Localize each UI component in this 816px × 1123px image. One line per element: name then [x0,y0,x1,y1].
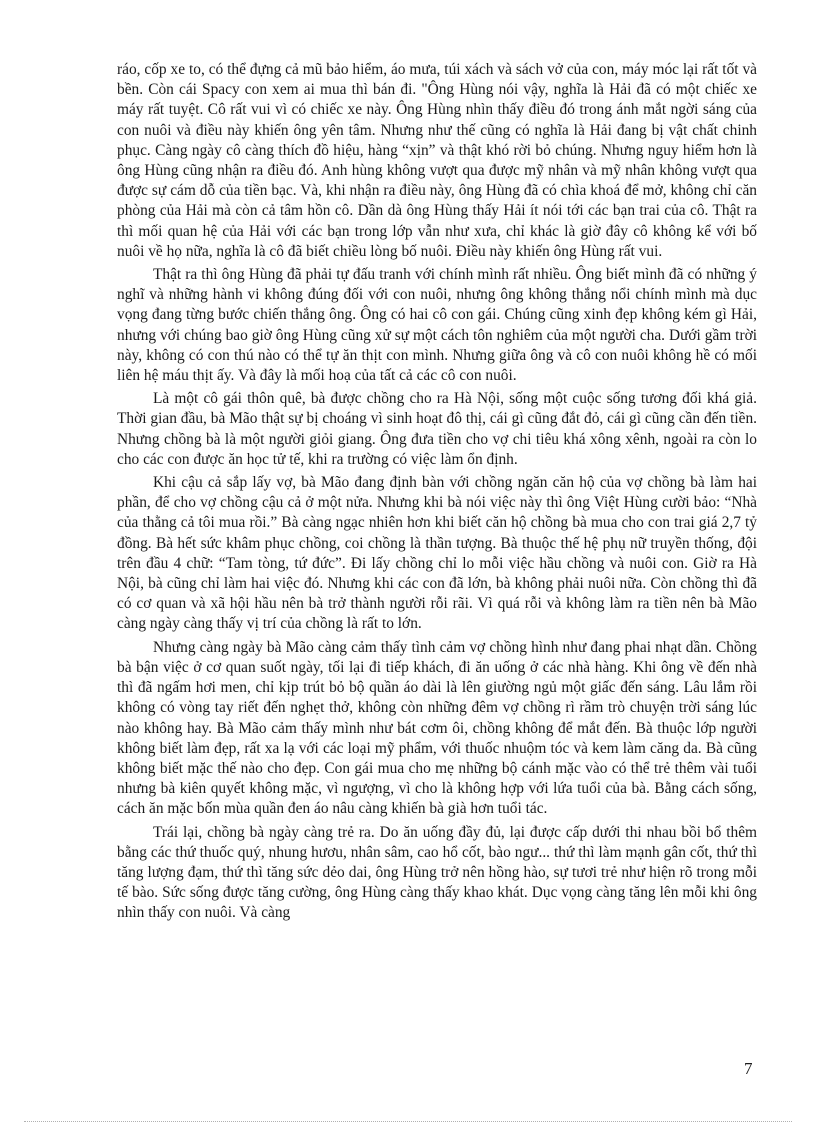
paragraph-6: Trái lại, chồng bà ngày càng trẻ ra. Do ăn uống đầy đủ, lại được cấp dưới thi nhau bồi bổ thêm bằng các thứ thuốc quý, nhung hươu, nhân sâm, cao hổ cốt, bào ngư... thứ thì làm mạnh gân cốt, thứ thì tăng lượng đạm, thứ thì tăng sức dẻo dai, ông Hùng trở nên hồng hào, sự tươi trẻ như hiện rõ trong mỗi tế bào. Sức sống được tăng cường, ông Hùng càng thấy khao khát. Dục vọng càng tăng lên mỗi khi ông nhìn thấy con nuôi. Và càng [117,823,757,922]
paragraph-5: Nhưng càng ngày bà Mão càng cảm thấy tình cảm vợ chồng hình như đang phai nhạt dần. Chồng bà bận việc ở cơ quan suốt ngày, tối lại đi tiếp khách, đi ăn uống ở các nhà hàng. Khi ông về đến nhà thì đã ngấm hơi men, chỉ kịp trút bỏ bộ quần áo dài là lên giường ngủ một giấc đến sáng. Lâu lắm rồi không có vòng tay riết đến nghẹt thở, không còn những đêm vợ chồng rì rầm trò chuyện trời sáng lúc nào không hay. Bà Mão cảm thấy mình như bát cơm ôi, chồng không để mắt đến. Bà thuộc lớp người không biết làm đẹp, rất xa lạ với các loại mỹ phẩm, với thuốc nhuộm tóc và kem làm căng da. Bà cũng không biết mặc thế nào cho đẹp. Con gái mua cho mẹ những bộ cánh mặc vào có thể trẻ thêm vài tuổi nhưng bà kiên quyết không mặc, vì ngượng, vì cho là không hợp với lứa tuổi của bà. Bằng cách sống, cách ăn mặc bốn mùa quần đen áo nâu càng khiến bà già hơn tuổi tác. [117,638,757,818]
page-number: 7 [744,1059,753,1078]
paragraph-4: Khi cậu cả sắp lấy vợ, bà Mão đang định bàn với chồng ngăn căn hộ của vợ chồng bà làm hai phần, để cho vợ chồng cậu cả ở một nửa. Nhưng khi bà nói việc này thì ông Việt Hùng cười bảo: “Nhà của thằng cả tôi mua rồi.” Bà càng ngạc nhiên hơn khi biết căn hộ chồng bà mua cho con trai giá 2,7 tỷ đồng. Bà hết sức khâm phục chồng, coi chồng là thần tượng. Bà thuộc thế hệ phụ nữ truyền thống, đội trên đầu 4 chữ: “Tam tòng, tứ đức”. Đi lấy chồng chỉ lo mỗi việc hầu chồng và nuôi con. Giờ ra Hà Nội, bà cũng chỉ làm hai việc đó. Nhưng khi các con đã lớn, bà không phải nuôi nữa. Còn chồng thì đã có cơ quan và xã hội hầu nên bà trở thành người rỗi rãi. Vì quá rỗi và không làm ra tiền nên bà Mão càng ngày càng thấy vị trí của chồng là rất to lớn. [117,474,757,633]
footer-divider [24,1121,792,1122]
paragraph-2: Thật ra thì ông Hùng đã phải tự đấu tranh với chính mình rất nhiều. Ông biết mình đã có những ý nghĩ và những hành vi không đúng đối với con nuôi, nhưng ông không thắng nổi chính mình mà dục vọng đang từng bước chiến thắng ông. Ông có hai cô con gái. Chúng cũng xinh đẹp không kém gì Hải, nhưng với chúng bao giờ ông Hùng cũng xử sự một cách tôn nghiêm của một người cha. Dưới gầm trời này, không có con thú nào có thể tự ăn thịt con mình. Nhưng giữa ông và cô con nuôi không hề có mối liên hệ máu thịt ấy. Và đây là mối hoạ của tất cả các cô con nuôi. [117,266,757,385]
paragraph-3: Là một cô gái thôn quê, bà được chồng cho ra Hà Nội, sống một cuộc sống tương đối khá giả. Thời gian đầu, bà Mão thật sự bị choáng vì sinh hoạt đô thị, cái gì cũng đắt đỏ, cái gì cũng cần đến tiền. Nhưng chồng bà là một người giỏi giang. Ông đưa tiền cho vợ chi tiêu khá xông xênh, ngoài ra còn lo cho các con được ăn học tử tế, khi ra trường có việc làm ổn định. [117,390,757,468]
paragraph-1: ráo, cốp xe to, có thể đựng cả mũ bảo hiểm, áo mưa, túi xách và sách vở của con, máy móc lại rất tốt và bền. Còn cái Spacy con xem ai mua thì bán đi. "Ông Hùng nói vậy, nghĩa là Hải đã có một chiếc xe máy rất tuyệt. Cô rất vui vì có chiếc xe này. Ông Hùng nhìn thấy điều đó trong ánh mắt ngời sáng của con nuôi và điều này khiến ông yên tâm. Nhưng như thế cũng có nghĩa là Hải đang bị vật chất chinh phục. Càng ngày cô càng thích đồ hiệu, hàng “xịn” và thật khó rời bỏ chúng. Nhưng nguy hiểm hơn là ông Hùng cũng nhận ra điều đó. Anh hùng không vượt qua được mỹ nhân và mỹ nhân không vượt qua được sự cám dỗ của tiền bạc. Và, khi nhận ra điều này, ông Hùng đã có chìa khoá để mở, không chỉ căn phòng của Hải mà còn cả tâm hồn cô. Dần dà ông Hùng thấy Hải ít nói tới các bạn trai của cô. Thật ra thì mối quan hệ của Hải với các bạn trong lớp vẫn như xưa, chỉ khác là giờ đây cô không kể với bố nuôi về họ nữa, nghĩa là cô đã biết chiều lòng bố nuôi. Điều này khiến ông Hùng rất vui. [117,61,757,260]
body-text [117,60,757,927]
